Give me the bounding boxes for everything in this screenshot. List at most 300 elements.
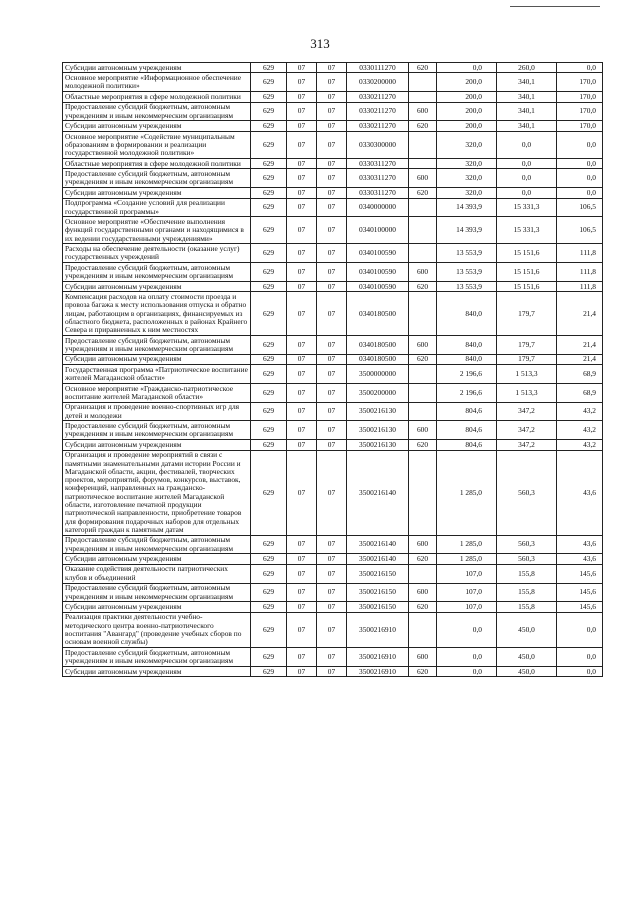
row-ministry-code: 629: [251, 292, 287, 336]
row-name: Предоставление субсидий бюджетным, автономным учреждениям и иным некоммерческим организациям: [63, 335, 251, 354]
row-actual-value: 15 331,3: [497, 198, 557, 217]
row-percent: 106,5: [557, 217, 603, 244]
row-actual-value: 0,0: [497, 131, 557, 158]
row-expense-type: 620: [409, 554, 437, 564]
row-name: Оказание содействия деятельности патриотических клубов и объединений: [63, 564, 251, 583]
row-subsection: 07: [317, 402, 347, 421]
row-target-article: 3500216910: [347, 666, 409, 676]
row-target-article: 0330311270: [347, 188, 409, 198]
row-name: Компенсация расходов на оплату стоимости проезда и провоза багажа к месту использования отпуска и обратно лицам, работающим в организациях, финансируемых из областного бюджета, расположенных в районах Крайнего Севера и приравненных к ним местностях: [63, 292, 251, 336]
row-name: Областные мероприятия в сфере молодежной политики: [63, 158, 251, 168]
row-name: Предоставление субсидий бюджетным, автономным учреждениям и иным некоммерческим организациям: [63, 102, 251, 121]
row-ministry-code: 629: [251, 244, 287, 263]
row-plan-value: 0,0: [437, 63, 497, 73]
row-section: 07: [287, 421, 317, 440]
table-row: [63, 335, 603, 354]
row-plan-value: 14 393,9: [437, 198, 497, 217]
table-row: [63, 73, 603, 92]
row-ministry-code: 629: [251, 354, 287, 364]
row-expense-type: 600: [409, 263, 437, 282]
row-section: 07: [287, 102, 317, 121]
row-actual-value: 560,3: [497, 450, 557, 535]
row-target-article: 3500216140: [347, 535, 409, 554]
row-subsection: 07: [317, 535, 347, 554]
row-plan-value: 2 196,6: [437, 365, 497, 384]
row-name: Подпрограмма «Создание условий для реализации государственной программы»: [63, 198, 251, 217]
row-percent: 106,5: [557, 198, 603, 217]
row-section: 07: [287, 198, 317, 217]
row-percent: 21,4: [557, 354, 603, 364]
row-actual-value: 0,0: [497, 169, 557, 188]
row-subsection: 07: [317, 421, 347, 440]
row-plan-value: 200,0: [437, 92, 497, 102]
row-name: Реализация практики деятельности учебно-методического центра военно-патриотического воспитания "Авангард" (проведение учебных сборов по основам военной службы): [63, 612, 251, 647]
table-row: [63, 383, 603, 402]
row-name: Субсидии автономным учреждениям: [63, 440, 251, 450]
row-target-article: 0340100000: [347, 217, 409, 244]
row-ministry-code: 629: [251, 131, 287, 158]
row-actual-value: 450,0: [497, 666, 557, 676]
row-target-article: 3500216150: [347, 602, 409, 612]
row-actual-value: 155,8: [497, 602, 557, 612]
row-percent: 0,0: [557, 63, 603, 73]
row-section: 07: [287, 92, 317, 102]
row-target-article: 0330211270: [347, 121, 409, 131]
row-target-article: 0340000000: [347, 198, 409, 217]
row-ministry-code: 629: [251, 198, 287, 217]
row-subsection: 07: [317, 92, 347, 102]
row-expense-type: [409, 73, 437, 92]
row-actual-value: 15 151,6: [497, 263, 557, 282]
row-actual-value: 450,0: [497, 648, 557, 667]
row-actual-value: 560,3: [497, 554, 557, 564]
row-actual-value: 15 151,6: [497, 244, 557, 263]
row-expense-type: 620: [409, 354, 437, 364]
table-row: [63, 121, 603, 131]
row-plan-value: 1 285,0: [437, 554, 497, 564]
table-row: [63, 198, 603, 217]
row-target-article: 0340180500: [347, 354, 409, 364]
row-target-article: 0340100590: [347, 263, 409, 282]
row-percent: 170,0: [557, 102, 603, 121]
table-row: [63, 63, 603, 73]
row-subsection: 07: [317, 583, 347, 602]
row-target-article: 3500216130: [347, 440, 409, 450]
row-expense-type: [409, 383, 437, 402]
row-expense-type: [409, 365, 437, 384]
row-expense-type: [409, 158, 437, 168]
row-subsection: 07: [317, 63, 347, 73]
row-name: Предоставление субсидий бюджетным, автономным учреждениям и иным некоммерческим организациям: [63, 421, 251, 440]
row-section: 07: [287, 602, 317, 612]
row-target-article: 3500216150: [347, 583, 409, 602]
row-expense-type: [409, 612, 437, 647]
row-expense-type: 600: [409, 169, 437, 188]
row-percent: 170,0: [557, 121, 603, 131]
table-row: [63, 292, 603, 336]
row-subsection: 07: [317, 158, 347, 168]
row-plan-value: 320,0: [437, 188, 497, 198]
row-subsection: 07: [317, 666, 347, 676]
row-percent: 21,4: [557, 335, 603, 354]
row-actual-value: 155,8: [497, 583, 557, 602]
row-target-article: 3500216130: [347, 421, 409, 440]
row-ministry-code: 629: [251, 383, 287, 402]
row-percent: 0,0: [557, 158, 603, 168]
row-subsection: 07: [317, 131, 347, 158]
row-ministry-code: 629: [251, 535, 287, 554]
row-ministry-code: 629: [251, 421, 287, 440]
row-ministry-code: 629: [251, 440, 287, 450]
row-target-article: 0340180500: [347, 335, 409, 354]
row-section: 07: [287, 131, 317, 158]
row-ministry-code: 629: [251, 217, 287, 244]
row-plan-value: 804,6: [437, 402, 497, 421]
table-row: [63, 217, 603, 244]
table-row: [63, 244, 603, 263]
row-percent: 145,6: [557, 583, 603, 602]
row-subsection: 07: [317, 564, 347, 583]
row-percent: 111,8: [557, 244, 603, 263]
page-number: 313: [310, 36, 330, 51]
row-subsection: 07: [317, 169, 347, 188]
row-expense-type: [409, 198, 437, 217]
row-name: Организация и проведение военно-спортивных игр для детей и молодежи: [63, 402, 251, 421]
row-expense-type: [409, 131, 437, 158]
row-ministry-code: 629: [251, 63, 287, 73]
row-ministry-code: 629: [251, 188, 287, 198]
row-name: Предоставление субсидий бюджетным, автономным учреждениям и иным некоммерческим организациям: [63, 535, 251, 554]
row-ministry-code: 629: [251, 554, 287, 564]
row-actual-value: 0,0: [497, 158, 557, 168]
row-percent: 68,9: [557, 365, 603, 384]
row-expense-type: 620: [409, 440, 437, 450]
row-plan-value: 320,0: [437, 158, 497, 168]
row-ministry-code: 629: [251, 169, 287, 188]
row-name: Предоставление субсидий бюджетным, автономным учреждениям и иным некоммерческим организациям: [63, 648, 251, 667]
row-ministry-code: 629: [251, 666, 287, 676]
row-percent: 111,8: [557, 263, 603, 282]
table-row: [63, 92, 603, 102]
row-name: Субсидии автономным учреждениям: [63, 554, 251, 564]
row-plan-value: 1 285,0: [437, 535, 497, 554]
row-target-article: 3500216130: [347, 402, 409, 421]
row-section: 07: [287, 612, 317, 647]
row-plan-value: 200,0: [437, 121, 497, 131]
row-ministry-code: 629: [251, 612, 287, 647]
row-percent: 145,6: [557, 564, 603, 583]
row-percent: 43,6: [557, 535, 603, 554]
row-actual-value: 347,2: [497, 421, 557, 440]
table-row: [63, 554, 603, 564]
row-target-article: 0330311270: [347, 158, 409, 168]
row-expense-type: [409, 450, 437, 535]
table-row: [63, 188, 603, 198]
row-section: 07: [287, 188, 317, 198]
row-target-article: 0330211270: [347, 92, 409, 102]
row-expense-type: 600: [409, 535, 437, 554]
row-subsection: 07: [317, 365, 347, 384]
table-row: [63, 365, 603, 384]
row-percent: 0,0: [557, 131, 603, 158]
row-percent: 43,2: [557, 421, 603, 440]
row-plan-value: 14 393,9: [437, 217, 497, 244]
row-section: 07: [287, 440, 317, 450]
row-section: 07: [287, 244, 317, 263]
budget-table: [62, 62, 603, 677]
row-section: 07: [287, 281, 317, 291]
row-actual-value: 450,0: [497, 612, 557, 647]
table-row: [63, 158, 603, 168]
row-ministry-code: 629: [251, 365, 287, 384]
row-target-article: 3500200000: [347, 383, 409, 402]
table-row: [63, 102, 603, 121]
row-expense-type: [409, 92, 437, 102]
row-expense-type: 600: [409, 102, 437, 121]
table-row: [63, 535, 603, 554]
row-ministry-code: 629: [251, 402, 287, 421]
row-expense-type: 620: [409, 63, 437, 73]
row-plan-value: 2 196,6: [437, 383, 497, 402]
row-percent: 43,6: [557, 450, 603, 535]
row-ministry-code: 629: [251, 92, 287, 102]
row-actual-value: 1 513,3: [497, 383, 557, 402]
row-name: Субсидии автономным учреждениям: [63, 354, 251, 364]
row-plan-value: 320,0: [437, 131, 497, 158]
table-row: [63, 648, 603, 667]
table-row: [63, 421, 603, 440]
row-expense-type: [409, 217, 437, 244]
row-ministry-code: 629: [251, 564, 287, 583]
row-actual-value: 340,1: [497, 92, 557, 102]
row-name: Областные мероприятия в сфере молодежной политики: [63, 92, 251, 102]
row-target-article: 0340180500: [347, 292, 409, 336]
row-target-article: 0330111270: [347, 63, 409, 73]
row-name: Предоставление субсидий бюджетным, автономным учреждениям и иным некоммерческим организациям: [63, 169, 251, 188]
row-actual-value: 1 513,3: [497, 365, 557, 384]
row-subsection: 07: [317, 612, 347, 647]
row-plan-value: 13 553,9: [437, 263, 497, 282]
row-target-article: 0340100590: [347, 281, 409, 291]
row-actual-value: 560,3: [497, 535, 557, 554]
row-percent: 170,0: [557, 92, 603, 102]
row-percent: 68,9: [557, 383, 603, 402]
row-plan-value: 200,0: [437, 73, 497, 92]
row-ministry-code: 629: [251, 263, 287, 282]
row-name: Основное мероприятие «Содействие муниципальным образованиям в формировании и реализации государственной молодежной политики»: [63, 131, 251, 158]
row-subsection: 07: [317, 217, 347, 244]
row-actual-value: 347,2: [497, 440, 557, 450]
row-expense-type: 620: [409, 602, 437, 612]
row-plan-value: 0,0: [437, 666, 497, 676]
row-section: 07: [287, 666, 317, 676]
row-section: 07: [287, 402, 317, 421]
row-actual-value: 15 151,6: [497, 281, 557, 291]
row-subsection: 07: [317, 383, 347, 402]
row-plan-value: 13 553,9: [437, 244, 497, 263]
row-section: 07: [287, 354, 317, 364]
row-actual-value: 179,7: [497, 292, 557, 336]
table-row: [63, 263, 603, 282]
table-body: [63, 63, 603, 677]
row-plan-value: 320,0: [437, 169, 497, 188]
row-ministry-code: 629: [251, 73, 287, 92]
row-percent: 170,0: [557, 73, 603, 92]
row-plan-value: 804,6: [437, 421, 497, 440]
row-subsection: 07: [317, 335, 347, 354]
row-expense-type: [409, 402, 437, 421]
row-expense-type: 620: [409, 188, 437, 198]
table-row: [63, 583, 603, 602]
row-subsection: 07: [317, 281, 347, 291]
row-name: Субсидии автономным учреждениям: [63, 121, 251, 131]
row-expense-type: 620: [409, 281, 437, 291]
row-target-article: 0330311270: [347, 169, 409, 188]
row-ministry-code: 629: [251, 281, 287, 291]
row-percent: 43,2: [557, 402, 603, 421]
row-ministry-code: 629: [251, 583, 287, 602]
row-plan-value: 107,0: [437, 583, 497, 602]
row-name: Субсидии автономным учреждениям: [63, 188, 251, 198]
row-plan-value: 804,6: [437, 440, 497, 450]
row-target-article: 0330300000: [347, 131, 409, 158]
row-target-article: 3500216910: [347, 612, 409, 647]
row-section: 07: [287, 535, 317, 554]
row-subsection: 07: [317, 263, 347, 282]
row-actual-value: 15 331,3: [497, 217, 557, 244]
row-name: Субсидии автономным учреждениям: [63, 281, 251, 291]
row-actual-value: 155,8: [497, 564, 557, 583]
row-section: 07: [287, 263, 317, 282]
row-section: 07: [287, 169, 317, 188]
row-subsection: 07: [317, 450, 347, 535]
table-row: [63, 281, 603, 291]
row-subsection: 07: [317, 440, 347, 450]
row-percent: 0,0: [557, 666, 603, 676]
row-target-article: 3500216150: [347, 564, 409, 583]
row-section: 07: [287, 450, 317, 535]
row-section: 07: [287, 73, 317, 92]
table-row: [63, 131, 603, 158]
row-expense-type: [409, 244, 437, 263]
row-subsection: 07: [317, 102, 347, 121]
row-plan-value: 200,0: [437, 102, 497, 121]
row-name: Субсидии автономным учреждениям: [63, 63, 251, 73]
table-row: [63, 169, 603, 188]
table-row: [63, 402, 603, 421]
row-name: Основное мероприятие «Гражданско-патриотическое воспитание жителей Магаданской области»: [63, 383, 251, 402]
row-subsection: 07: [317, 602, 347, 612]
row-plan-value: 0,0: [437, 612, 497, 647]
row-section: 07: [287, 292, 317, 336]
row-percent: 111,8: [557, 281, 603, 291]
row-expense-type: [409, 564, 437, 583]
row-actual-value: 179,7: [497, 354, 557, 364]
row-name: Организация и проведение мероприятий в связи с памятными знаменательными датами истории России и Магаданской области, акции, фестивалей, творческих проектов, мероприятий, форумов, конкурсов, выставок, конференций, направленных на гражданско-патриотическое воспитание жителей Магаданской области, изготовление печатной продукции патриотической направленности, приобретение товаров для формирования подарочных наборов для отдельных категорий граждан к памятным датам: [63, 450, 251, 535]
row-section: 07: [287, 121, 317, 131]
row-percent: 0,0: [557, 188, 603, 198]
table-row: [63, 602, 603, 612]
row-percent: 43,6: [557, 554, 603, 564]
row-name: Основное мероприятие «Информационное обеспечение молодежной политики»: [63, 73, 251, 92]
row-expense-type: 620: [409, 121, 437, 131]
row-subsection: 07: [317, 73, 347, 92]
row-section: 07: [287, 583, 317, 602]
row-plan-value: 840,0: [437, 292, 497, 336]
row-section: 07: [287, 554, 317, 564]
row-subsection: 07: [317, 648, 347, 667]
row-subsection: 07: [317, 554, 347, 564]
row-section: 07: [287, 564, 317, 583]
row-percent: 43,2: [557, 440, 603, 450]
top-rule: [510, 6, 600, 7]
row-subsection: 07: [317, 244, 347, 263]
row-name: Субсидии автономным учреждениям: [63, 602, 251, 612]
row-actual-value: 340,1: [497, 121, 557, 131]
row-target-article: 0340100590: [347, 244, 409, 263]
row-plan-value: 1 285,0: [437, 450, 497, 535]
row-name: Основное мероприятие «Обеспечение выполнения функций государственными органами и находящимися в их ведении государственными учреждениями»: [63, 217, 251, 244]
table-row: [63, 440, 603, 450]
row-target-article: 3500216140: [347, 450, 409, 535]
row-actual-value: 0,0: [497, 188, 557, 198]
row-target-article: 3500000000: [347, 365, 409, 384]
row-expense-type: 600: [409, 335, 437, 354]
table-row: [63, 354, 603, 364]
row-target-article: 3500216140: [347, 554, 409, 564]
row-subsection: 07: [317, 292, 347, 336]
row-section: 07: [287, 383, 317, 402]
row-plan-value: 107,0: [437, 564, 497, 583]
row-target-article: 0330200000: [347, 73, 409, 92]
row-percent: 145,6: [557, 602, 603, 612]
row-percent: 21,4: [557, 292, 603, 336]
row-name: Субсидии автономным учреждениям: [63, 666, 251, 676]
row-expense-type: [409, 292, 437, 336]
row-section: 07: [287, 158, 317, 168]
row-name: Предоставление субсидий бюджетным, автономным учреждениям и иным некоммерческим организациям: [63, 263, 251, 282]
row-section: 07: [287, 63, 317, 73]
row-section: 07: [287, 217, 317, 244]
row-section: 07: [287, 335, 317, 354]
row-actual-value: 340,1: [497, 73, 557, 92]
row-percent: 0,0: [557, 169, 603, 188]
row-expense-type: 600: [409, 648, 437, 667]
row-ministry-code: 629: [251, 158, 287, 168]
row-target-article: 3500216910: [347, 648, 409, 667]
row-ministry-code: 629: [251, 102, 287, 121]
table-row: [63, 564, 603, 583]
row-expense-type: 600: [409, 583, 437, 602]
table-row: [63, 666, 603, 676]
row-section: 07: [287, 365, 317, 384]
row-subsection: 07: [317, 354, 347, 364]
row-plan-value: 0,0: [437, 648, 497, 667]
row-actual-value: 260,0: [497, 63, 557, 73]
row-name: Предоставление субсидий бюджетным, автономным учреждениям и иным некоммерческим организациям: [63, 583, 251, 602]
row-subsection: 07: [317, 198, 347, 217]
row-ministry-code: 629: [251, 602, 287, 612]
row-ministry-code: 629: [251, 335, 287, 354]
row-plan-value: 840,0: [437, 354, 497, 364]
row-ministry-code: 629: [251, 648, 287, 667]
row-name: Расходы на обеспечение деятельности (оказание услуг) государственных учреждений: [63, 244, 251, 263]
row-ministry-code: 629: [251, 121, 287, 131]
row-percent: 0,0: [557, 648, 603, 667]
row-actual-value: 179,7: [497, 335, 557, 354]
table-row: [63, 450, 603, 535]
row-target-article: 0330211270: [347, 102, 409, 121]
